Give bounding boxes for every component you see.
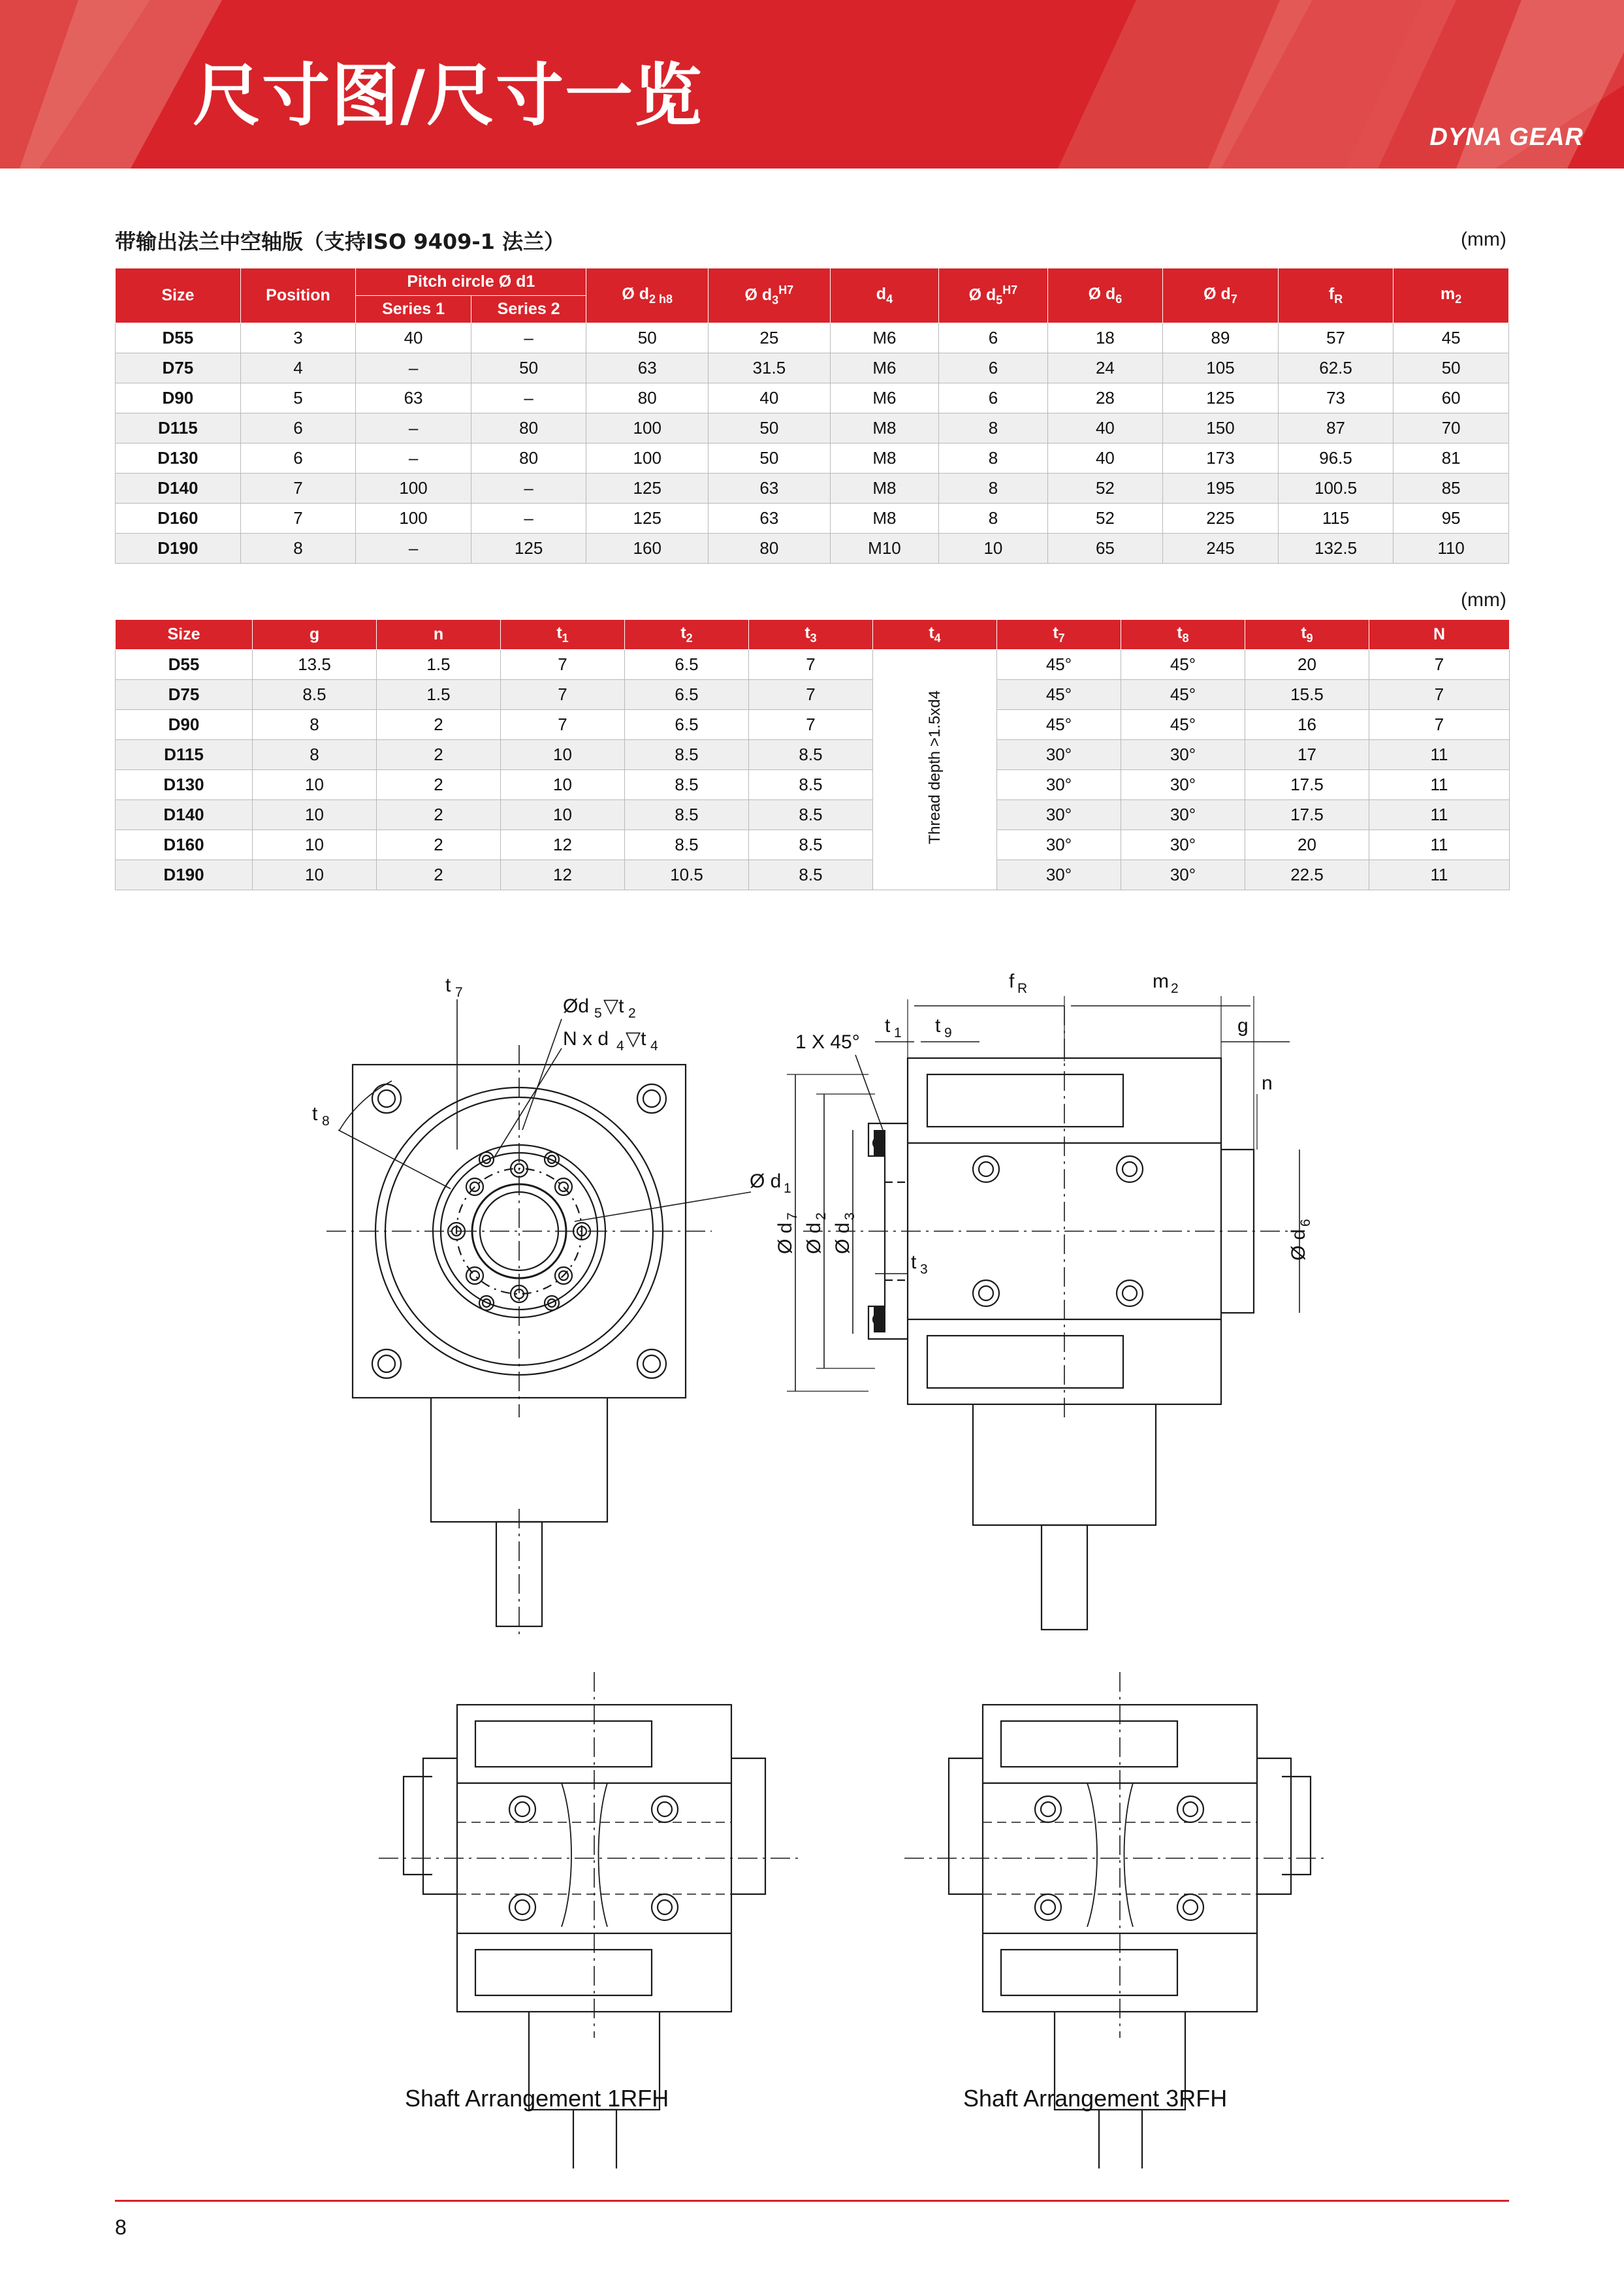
table-cell: 18 [1047, 323, 1163, 353]
table-cell: 50 [709, 413, 831, 443]
cell-size: D75 [116, 353, 241, 383]
table-cell: 57 [1278, 323, 1393, 353]
table-cell: 8.5 [749, 860, 873, 890]
th2-t9: $t_9$ [1245, 620, 1369, 650]
table-cell: M8 [830, 474, 938, 504]
table-cell: – [356, 413, 471, 443]
table-cell: – [356, 534, 471, 564]
table-cell: 40 [356, 323, 471, 353]
svg-text:▽t: ▽t [603, 995, 624, 1017]
brand-logo: DYNA GEAR [1429, 123, 1584, 151]
svg-text:5: 5 [594, 1006, 602, 1021]
table-cell: 7 [749, 650, 873, 680]
table-cell: 100 [356, 504, 471, 534]
table-cell: 45° [997, 680, 1121, 710]
table-cell: 100 [586, 413, 709, 443]
th-d5: Ø $d_5^{H7}$ [939, 268, 1047, 323]
table-cell: 8.5 [749, 740, 873, 770]
table-cell: 100 [356, 474, 471, 504]
table-cell: 52 [1047, 504, 1163, 534]
th-d4: $d_4$ [830, 268, 938, 323]
table-cell: 11 [1369, 860, 1510, 890]
table-cell: 6.5 [625, 650, 749, 680]
table-cell: 96.5 [1278, 443, 1393, 474]
table-cell: 6 [240, 413, 356, 443]
table-cell: 16 [1245, 710, 1369, 740]
table-cell: – [471, 383, 586, 413]
svg-text:2: 2 [628, 1006, 636, 1021]
table-cell: 40 [709, 383, 831, 413]
table-cell: 10 [939, 534, 1047, 564]
table-cell: 125 [1163, 383, 1279, 413]
table-row [116, 534, 1509, 564]
table-cell: 6.5 [625, 680, 749, 710]
table-cell: 125 [471, 534, 586, 564]
table-cell: 50 [1393, 353, 1509, 383]
table-row [116, 443, 1509, 474]
table-cell: 31.5 [709, 353, 831, 383]
cell-size: D55 [116, 650, 253, 680]
table-cell: 7 [240, 474, 356, 504]
svg-text:R: R [1017, 981, 1028, 996]
cell-size: D140 [116, 800, 253, 830]
th2-n: n [377, 620, 501, 650]
label-g: g [1237, 1015, 1249, 1037]
label-t3: t [911, 1251, 917, 1273]
table-row [116, 740, 1510, 770]
table-cell: 110 [1393, 534, 1509, 564]
table-cell: 89 [1163, 323, 1279, 353]
table-cell: M8 [830, 443, 938, 474]
table-cell: 45° [1121, 680, 1245, 710]
label-t8-sub: 8 [322, 1114, 330, 1129]
table-cell: 173 [1163, 443, 1279, 474]
table-cell: 11 [1369, 740, 1510, 770]
table-cell: 1.5 [377, 650, 501, 680]
table-cell: – [471, 504, 586, 534]
svg-text:▽t: ▽t [626, 1028, 646, 1050]
label-t9: t [935, 1015, 941, 1037]
table-cell: M6 [830, 383, 938, 413]
table-cell: 11 [1369, 770, 1510, 800]
th-d3: Ø $d_3^{H7}$ [709, 268, 831, 323]
table-cell: 7 [501, 710, 625, 740]
table-cell: 2 [377, 710, 501, 740]
table-cell: 52 [1047, 474, 1163, 504]
cell-size: D190 [116, 860, 253, 890]
table-cell: 10.5 [625, 860, 749, 890]
table-cell: 80 [586, 383, 709, 413]
table-cell: 30° [1121, 800, 1245, 830]
table-cell: 115 [1278, 504, 1393, 534]
table-row [116, 504, 1509, 534]
table-cell: 100 [586, 443, 709, 474]
table-cell: 10 [253, 770, 377, 800]
svg-text:4: 4 [616, 1039, 624, 1054]
table-cell: 8.5 [749, 830, 873, 860]
table-cell: 125 [586, 504, 709, 534]
label-nxd4t4: N x d [563, 1028, 609, 1050]
table-cell: 125 [586, 474, 709, 504]
table-cell: 20 [1245, 650, 1369, 680]
table-cell: 13.5 [253, 650, 377, 680]
table-cell: 8.5 [625, 740, 749, 770]
label-d2: Ø d [803, 1222, 825, 1254]
side-section-drawing [787, 996, 1299, 1630]
table-cell: 45 [1393, 323, 1509, 353]
front-view-drawing [326, 999, 751, 1636]
svg-text:1: 1 [784, 1181, 791, 1196]
table-cell: 17.5 [1245, 800, 1369, 830]
table-row [116, 800, 1510, 830]
table-cell: 45° [997, 650, 1121, 680]
table-cell: 8.5 [625, 800, 749, 830]
table-cell: 20 [1245, 830, 1369, 860]
label-chamfer: 1 X 45° [795, 1031, 860, 1053]
cell-size: D160 [116, 504, 241, 534]
th2-g: g [253, 620, 377, 650]
cell-t4-note: Thread depth >1.5xd4 [873, 650, 997, 890]
footer-divider [115, 2200, 1509, 2202]
table-cell: 63 [356, 383, 471, 413]
label-d6: Ø d [1288, 1229, 1309, 1261]
table2-header-row [116, 620, 1510, 650]
svg-text:4: 4 [650, 1039, 658, 1054]
table-cell: 10 [501, 800, 625, 830]
table-cell: 30° [1121, 770, 1245, 800]
table-cell: 6 [939, 323, 1047, 353]
table-cell: 30° [997, 770, 1121, 800]
table-cell: 25 [709, 323, 831, 353]
table-cell: 62.5 [1278, 353, 1393, 383]
label-d1: Ø d [750, 1170, 782, 1192]
th-size: Size [116, 268, 241, 323]
table-cell: 30° [997, 830, 1121, 860]
table-cell: 70 [1393, 413, 1509, 443]
table-cell: 8 [939, 504, 1047, 534]
table-cell: 10 [253, 860, 377, 890]
th2-N: N [1369, 620, 1510, 650]
table-cell: – [356, 443, 471, 474]
th2-t3: $t_3$ [749, 620, 873, 650]
th2-t4: $t_4$ [873, 620, 997, 650]
table-cell: 30° [997, 800, 1121, 830]
th-d7: Ø $d_7$ [1163, 268, 1279, 323]
table-cell: 8 [939, 474, 1047, 504]
table-cell: 24 [1047, 353, 1163, 383]
table-row [116, 413, 1509, 443]
table-cell: 6 [939, 353, 1047, 383]
table-cell: 8 [939, 413, 1047, 443]
table-row [116, 383, 1509, 413]
table-cell: 7 [749, 710, 873, 740]
table-cell: 7 [749, 680, 873, 710]
dimension-table-1 [115, 268, 1509, 564]
table-cell: 6 [939, 383, 1047, 413]
table-cell: 2 [377, 770, 501, 800]
table-cell: 8.5 [253, 680, 377, 710]
table-cell: 8.5 [749, 770, 873, 800]
table-cell: M6 [830, 353, 938, 383]
table-cell: 6 [240, 443, 356, 474]
table-row [116, 323, 1509, 353]
table-cell: 40 [1047, 413, 1163, 443]
caption-1rfh: Shaft Arrangement 1RFH [405, 2085, 669, 2112]
table-cell: 80 [471, 413, 586, 443]
table-cell: – [471, 474, 586, 504]
table-cell: 30° [997, 860, 1121, 890]
table-cell: 45° [1121, 710, 1245, 740]
table-cell: 132.5 [1278, 534, 1393, 564]
table-cell: 8 [253, 710, 377, 740]
dimension-table-2 [115, 619, 1510, 890]
th-series2: Series 2 [471, 296, 586, 323]
table-cell: 80 [471, 443, 586, 474]
table-cell: 81 [1393, 443, 1509, 474]
table-cell: 10 [501, 770, 625, 800]
table-cell: 80 [709, 534, 831, 564]
table-cell: 63 [709, 474, 831, 504]
table-cell: 10 [253, 830, 377, 860]
cell-size: D190 [116, 534, 241, 564]
label-d5t2: Ød [563, 995, 590, 1017]
table-cell: 40 [1047, 443, 1163, 474]
label-m2: m [1153, 971, 1169, 992]
table-row [116, 770, 1510, 800]
table-cell: 28 [1047, 383, 1163, 413]
cell-size: D90 [116, 710, 253, 740]
table-cell: 195 [1163, 474, 1279, 504]
table-row [116, 474, 1509, 504]
svg-text:1: 1 [894, 1025, 902, 1040]
table-cell: 95 [1393, 504, 1509, 534]
table-cell: 63 [709, 504, 831, 534]
table-cell: 2 [377, 860, 501, 890]
table-cell: 245 [1163, 534, 1279, 564]
cell-size: D75 [116, 680, 253, 710]
table-cell: 2 [377, 740, 501, 770]
table-cell: 7 [1369, 680, 1510, 710]
table-row [116, 680, 1510, 710]
table-cell: 8.5 [749, 800, 873, 830]
table-cell: 22.5 [1245, 860, 1369, 890]
table-cell: 100.5 [1278, 474, 1393, 504]
cell-size: D115 [116, 413, 241, 443]
table-cell: 7 [501, 680, 625, 710]
table-row [116, 710, 1510, 740]
table-cell: 160 [586, 534, 709, 564]
th2-t8: $t_8$ [1121, 620, 1245, 650]
table-cell: 2 [377, 830, 501, 860]
cell-size: D140 [116, 474, 241, 504]
table-cell: 30° [1121, 830, 1245, 860]
table-cell: 87 [1278, 413, 1393, 443]
unit-label-table1: (mm) [1461, 229, 1506, 250]
cell-size: D115 [116, 740, 253, 770]
table-cell: 50 [471, 353, 586, 383]
label-t1: t [885, 1015, 891, 1037]
table-cell: 8 [253, 740, 377, 770]
table-cell: 2 [377, 800, 501, 830]
table-cell: 6.5 [625, 710, 749, 740]
table-cell: 8 [939, 443, 1047, 474]
cell-size: D160 [116, 830, 253, 860]
cell-size: D130 [116, 443, 241, 474]
page-header [0, 0, 1624, 169]
svg-text:9: 9 [944, 1025, 952, 1040]
table-cell: 1.5 [377, 680, 501, 710]
table-cell: 12 [501, 830, 625, 860]
table-cell: 85 [1393, 474, 1509, 504]
svg-text:6: 6 [1298, 1219, 1313, 1227]
th-d6: Ø $d_6$ [1047, 268, 1163, 323]
table-cell: 7 [1369, 650, 1510, 680]
table-cell: 12 [501, 860, 625, 890]
table-cell: 17.5 [1245, 770, 1369, 800]
table-cell: 5 [240, 383, 356, 413]
th-m2: $m_2$ [1393, 268, 1509, 323]
table-row [116, 860, 1510, 890]
page-number: 8 [115, 2215, 127, 2239]
table-cell: 7 [240, 504, 356, 534]
table-cell: 225 [1163, 504, 1279, 534]
th-d2: Ø $d_{2 h8}$ [586, 268, 709, 323]
table-row [116, 830, 1510, 860]
th2-t2: $t_2$ [625, 620, 749, 650]
cell-size: D90 [116, 383, 241, 413]
th2-t1: $t_1$ [501, 620, 625, 650]
page-title: 尺寸图/尺寸一览 [193, 56, 703, 135]
table-cell: 105 [1163, 353, 1279, 383]
table-cell: 63 [586, 353, 709, 383]
table-cell: M10 [830, 534, 938, 564]
svg-text:3: 3 [920, 1262, 928, 1277]
table-cell: 50 [586, 323, 709, 353]
th2-size: Size [116, 620, 253, 650]
table-cell: 15.5 [1245, 680, 1369, 710]
svg-text:2: 2 [814, 1212, 829, 1220]
table-cell: 8.5 [625, 830, 749, 860]
label-fr: f [1009, 971, 1015, 992]
table-cell: 65 [1047, 534, 1163, 564]
svg-text:3: 3 [842, 1212, 857, 1220]
caption-3rfh: Shaft Arrangement 3RFH [963, 2085, 1228, 2112]
table-cell: 30° [997, 740, 1121, 770]
table-cell: 7 [501, 650, 625, 680]
th-series1: Series 1 [356, 296, 471, 323]
table-cell: 3 [240, 323, 356, 353]
table-cell: 30° [1121, 740, 1245, 770]
th-fr: $f_R$ [1278, 268, 1393, 323]
table-cell: M8 [830, 413, 938, 443]
table-cell: 150 [1163, 413, 1279, 443]
th-position: Position [240, 268, 356, 323]
drawing-svg [0, 934, 1624, 2168]
table-cell: 8 [240, 534, 356, 564]
label-t7-sub: 7 [455, 985, 463, 1000]
table-cell: 10 [253, 800, 377, 830]
cell-size: D130 [116, 770, 253, 800]
label-d3: Ø d [832, 1222, 853, 1254]
table-cell: M8 [830, 504, 938, 534]
table-cell: 10 [501, 740, 625, 770]
table-cell: 7 [1369, 710, 1510, 740]
table-cell: 30° [1121, 860, 1245, 890]
table-cell: 73 [1278, 383, 1393, 413]
table-cell: M6 [830, 323, 938, 353]
svg-text:7: 7 [785, 1212, 800, 1220]
table-cell: 11 [1369, 800, 1510, 830]
table-row [116, 650, 1510, 680]
th2-t7: $t_7$ [997, 620, 1121, 650]
table-cell: – [471, 323, 586, 353]
table-cell: 60 [1393, 383, 1509, 413]
label-t7: t [445, 975, 451, 996]
cell-size: D55 [116, 323, 241, 353]
table-cell: 50 [709, 443, 831, 474]
unit-label-table2: (mm) [1461, 589, 1506, 611]
label-n: n [1262, 1072, 1273, 1094]
technical-drawings [0, 934, 1624, 2168]
table1-header-row-1 [116, 268, 1509, 296]
label-t8: t [312, 1103, 318, 1125]
table-cell: 11 [1369, 830, 1510, 860]
table-cell: 17 [1245, 740, 1369, 770]
section-title: 带输出法兰中空轴版（支持ISO 9409-1 法兰） [115, 229, 565, 254]
table-cell: 8.5 [625, 770, 749, 800]
label-d7: Ø d [774, 1222, 796, 1254]
svg-text:2: 2 [1171, 981, 1179, 996]
table-cell: 45° [997, 710, 1121, 740]
table-cell: 4 [240, 353, 356, 383]
th-pitch-circle: Pitch circle Ø d1 [356, 268, 586, 296]
table-cell: 45° [1121, 650, 1245, 680]
table-cell: – [356, 353, 471, 383]
table-row [116, 353, 1509, 383]
